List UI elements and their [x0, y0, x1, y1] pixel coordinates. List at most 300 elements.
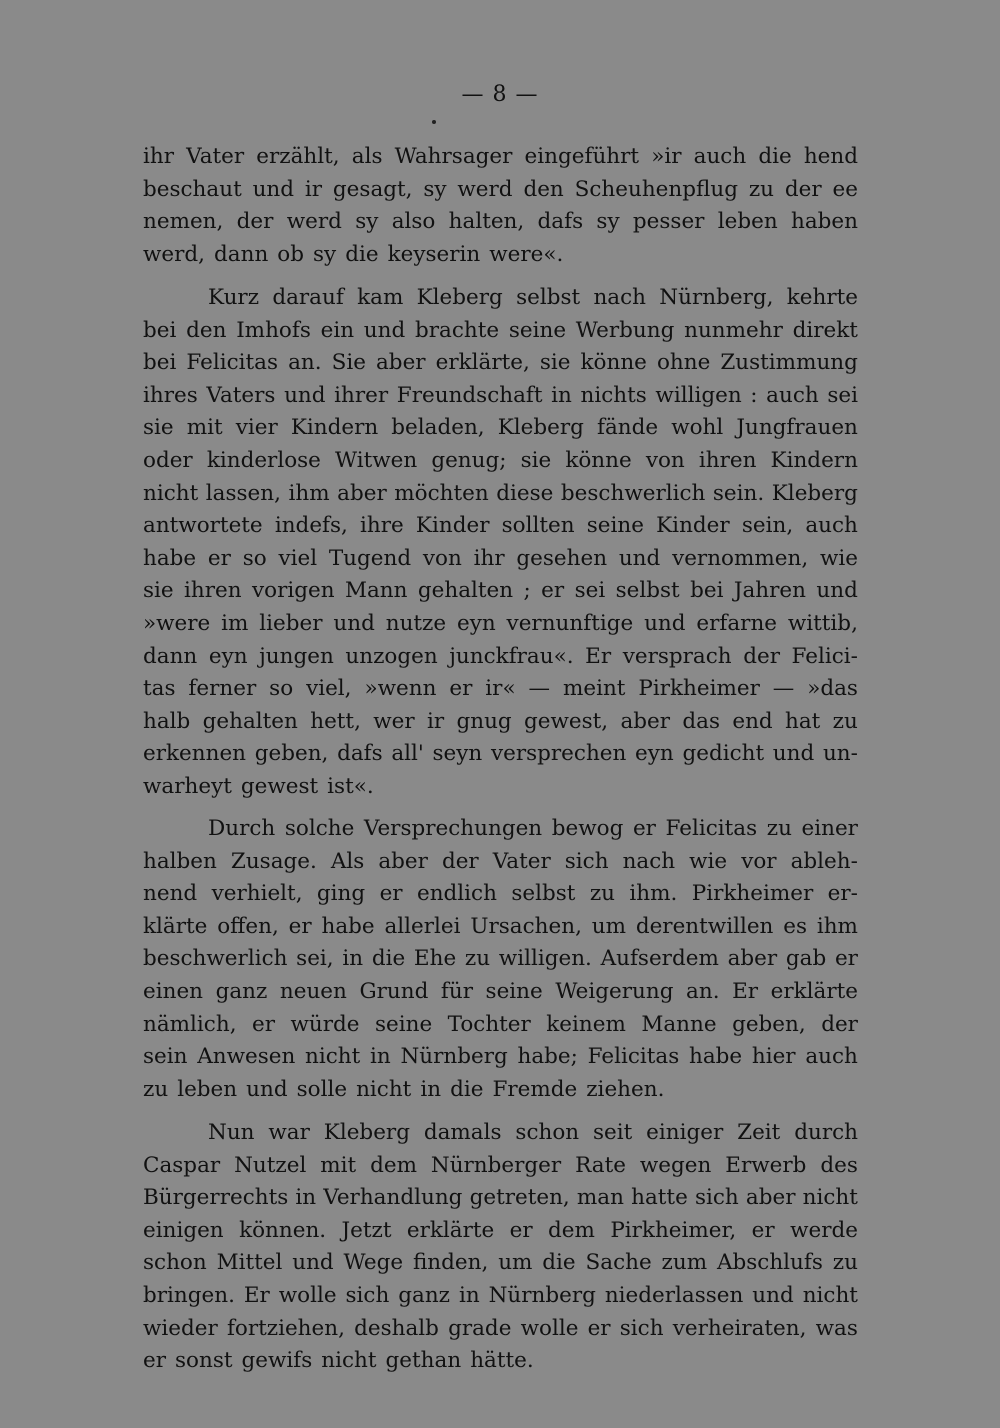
word: so [269, 676, 294, 702]
page-number: — 8 — [461, 82, 539, 107]
word: haben [791, 209, 858, 235]
word: Imhofs [236, 317, 311, 343]
word: nemen, [143, 209, 224, 235]
word: Er [732, 978, 759, 1004]
word: er [207, 545, 231, 571]
word: Kleberg [416, 285, 503, 310]
word: der [821, 1011, 858, 1037]
text-line [143, 575, 858, 608]
word: die [450, 1076, 484, 1102]
text-line [143, 445, 858, 478]
word: ganz [398, 1282, 451, 1308]
word: junckfrau«. [449, 643, 574, 669]
word: erklärte [770, 978, 858, 1004]
word: solle [296, 1076, 348, 1102]
word: Ehe [413, 946, 457, 972]
word: von [645, 447, 685, 473]
word: Zustimmung [720, 350, 858, 376]
word: war [268, 1120, 310, 1145]
word: sich [564, 848, 609, 874]
text-line [143, 943, 858, 976]
word: selbst [516, 285, 581, 310]
word: Verhandlung [323, 1185, 463, 1211]
word: so [242, 545, 267, 571]
word: ihr [473, 545, 505, 571]
word: viel [278, 545, 318, 571]
word: wolle [520, 1315, 579, 1341]
word: dafs [337, 741, 383, 767]
word: getreten, [469, 1185, 570, 1211]
word: ihm [816, 913, 858, 939]
word: gehalten [417, 578, 514, 604]
word: ihren [184, 578, 242, 604]
word: sei, [296, 946, 334, 972]
word: halb [143, 708, 191, 734]
word: in [458, 1282, 480, 1308]
word: vernunftige [506, 610, 634, 636]
word: gethan [385, 1348, 462, 1374]
text-line [143, 1074, 858, 1107]
word: antwortete [143, 513, 263, 539]
text-line [143, 510, 858, 543]
word: bewog [551, 816, 624, 841]
word: ihm [288, 480, 330, 506]
word: aber [375, 350, 426, 376]
word: Abschlufs [716, 1250, 823, 1276]
text-line [143, 1041, 858, 1074]
word: auch [766, 382, 819, 408]
word: Kindern [290, 415, 379, 441]
word: beschaut [143, 176, 242, 202]
word: das [682, 708, 721, 734]
word: einigen [143, 1217, 224, 1243]
word: aber [745, 1185, 796, 1211]
word: zu [748, 176, 775, 202]
word: einen [143, 978, 204, 1004]
word: er [143, 1348, 167, 1374]
word: an. [686, 978, 720, 1004]
word: Vaters [206, 382, 276, 408]
word: direkt [792, 317, 858, 343]
text-line [143, 282, 858, 315]
word: Pirkheimer [691, 881, 814, 907]
word: ableh- [790, 848, 858, 874]
word: pesser [632, 209, 705, 235]
word: zu [464, 946, 491, 972]
text-line [143, 738, 858, 771]
word: und [772, 741, 815, 767]
text-line [143, 1009, 858, 1042]
word: halben [143, 848, 217, 874]
text-line [143, 641, 858, 674]
word: die [345, 241, 379, 267]
word: werd [457, 176, 513, 202]
word: sie [520, 447, 552, 473]
word: eingeführt [524, 144, 640, 169]
word: aber [727, 946, 778, 972]
word: ir [426, 708, 445, 734]
word: gesagt, [332, 176, 413, 202]
text-line [143, 347, 858, 380]
word: »das [807, 676, 858, 702]
word: ihre [360, 513, 404, 539]
word: sie [143, 415, 174, 441]
word: Erwerb [725, 1152, 807, 1178]
word: ob [277, 241, 305, 267]
text-line [143, 1182, 858, 1215]
word: Nürnberg [488, 1282, 596, 1308]
word: einer [801, 816, 858, 841]
word: zu [832, 708, 858, 734]
word: Vater [186, 144, 245, 169]
word: finden, [412, 1250, 489, 1276]
word: keyserin [387, 241, 481, 267]
word: diese [496, 480, 554, 506]
word: Aufserdem [600, 946, 719, 972]
word: nicht [802, 1185, 858, 1211]
word: einiger [646, 1120, 724, 1145]
word: um [498, 1250, 533, 1276]
word: willigen. [498, 946, 592, 972]
word: selbst [511, 881, 576, 907]
word: seine [374, 1011, 433, 1037]
word: gesehen [516, 545, 608, 571]
word: Vater [492, 848, 551, 874]
paragraph [143, 813, 858, 1106]
word: er- [827, 881, 858, 907]
word: deshalb [354, 1315, 439, 1341]
word: Manne [641, 1011, 717, 1037]
word: Kindern [770, 447, 858, 473]
word: viel, [306, 676, 352, 702]
text-line [143, 239, 858, 272]
text-line [143, 813, 858, 846]
word: die [542, 1250, 576, 1276]
word: dann [214, 241, 269, 267]
word: sich [694, 1185, 739, 1211]
word: Ursachen, [470, 913, 582, 939]
word: Jungfrauen [736, 415, 858, 441]
word: wegen [639, 1152, 712, 1178]
word: seine [485, 978, 543, 1004]
word: ; [523, 578, 531, 604]
word: willigen [655, 382, 742, 408]
word: — [772, 676, 795, 702]
word: Durch [208, 816, 276, 841]
word: Jetzt [341, 1217, 392, 1243]
word: in [551, 382, 572, 408]
word: dem [370, 1152, 417, 1178]
word: an. [288, 350, 322, 376]
word: durch [794, 1120, 858, 1145]
word: end [732, 708, 773, 734]
word: mit [186, 415, 223, 441]
word: also [391, 209, 436, 235]
word: Kleberg [323, 1120, 410, 1145]
word: von [422, 545, 462, 571]
word: selbst [615, 578, 680, 604]
word: des [820, 1152, 858, 1178]
word: geben, [254, 741, 329, 767]
word: wie [689, 848, 728, 874]
word: nunmehr [684, 317, 783, 343]
word: Kinder [656, 513, 730, 539]
word: hätte. [470, 1348, 534, 1374]
word: erklärte [406, 1217, 495, 1243]
word: Bürgerrechts [143, 1185, 289, 1211]
word: gnug [456, 708, 512, 734]
word: kinderlose [206, 447, 321, 473]
word: hier [751, 1044, 796, 1070]
word: Zeit [737, 1120, 781, 1145]
word: möchten [394, 480, 489, 506]
word: er [632, 816, 656, 841]
word: darauf [272, 285, 344, 310]
word: »were [143, 610, 211, 636]
word: man [576, 1185, 624, 1211]
word: Nürnberg, [659, 285, 774, 310]
word: Mittel [216, 1250, 283, 1276]
word: sy [596, 209, 620, 235]
word: ihrer [334, 382, 389, 408]
paragraph [143, 1117, 858, 1378]
word: schon [515, 1120, 580, 1145]
word: Zusage. [230, 848, 317, 874]
word: würde [290, 1011, 360, 1037]
word: keinem [546, 1011, 626, 1037]
text-line [143, 1313, 858, 1346]
word: beschwerlich [560, 480, 706, 506]
word: zu [589, 881, 615, 907]
word: Kleberg [771, 480, 858, 506]
word: werde [790, 1217, 858, 1243]
word: erklärte, [435, 350, 530, 376]
word: Caspar [143, 1152, 221, 1178]
word: den [523, 176, 564, 202]
word: er [587, 1315, 611, 1341]
word: es [783, 913, 807, 939]
word: Wahrsager [394, 144, 513, 169]
word: der [784, 176, 822, 202]
word: nach [593, 285, 647, 310]
word: nicht [305, 1044, 361, 1070]
word: versprach [622, 643, 732, 669]
word: geben, [732, 1011, 806, 1037]
word: er [541, 578, 565, 604]
word: nicht [321, 1348, 377, 1374]
word: er [252, 1011, 276, 1037]
text-line [143, 1150, 858, 1183]
word: Witwen [335, 447, 418, 473]
word: in [420, 1076, 442, 1102]
word: zu [143, 1076, 169, 1102]
text-line [143, 976, 858, 1009]
word: Fremde [492, 1076, 578, 1102]
word: hett, [310, 708, 361, 734]
word: bei [143, 317, 177, 343]
text-line [143, 206, 858, 239]
word: tas [143, 676, 176, 702]
text-line [143, 478, 858, 511]
word: gehalten [202, 708, 298, 734]
word: in [295, 1185, 317, 1211]
word: und [284, 382, 326, 408]
word: vier [235, 415, 278, 441]
word: habe [688, 1044, 743, 1070]
word: der [743, 643, 780, 669]
word: und [752, 1282, 794, 1308]
word: vernommen, [672, 545, 809, 571]
text-line [143, 412, 858, 445]
word: meint [562, 676, 626, 702]
word: Grund [359, 978, 429, 1004]
word: was [815, 1315, 858, 1341]
word: sy [313, 241, 337, 267]
word: habe [321, 913, 375, 939]
word: damals [423, 1120, 502, 1145]
word: zum [661, 1250, 708, 1276]
word: Pirkheimer [638, 676, 760, 702]
text-line [143, 1247, 858, 1280]
text-line [143, 673, 858, 706]
word: unzogen [345, 643, 438, 669]
word: vorigen [252, 578, 335, 604]
word: lassen, [205, 480, 281, 506]
word: auch [805, 1044, 858, 1070]
word: dann [143, 643, 198, 669]
word: derentwillen [635, 913, 774, 939]
word: er [449, 676, 473, 702]
word: Kleberg [497, 415, 584, 441]
word: er [288, 913, 312, 939]
word: nutze [385, 610, 447, 636]
word: auch [805, 513, 858, 539]
word: eyn [208, 643, 248, 669]
word: nicht [802, 1282, 858, 1308]
word: zu [832, 1250, 858, 1276]
word: ihr [143, 144, 175, 169]
word: Weigerung [555, 978, 674, 1004]
word: mit [320, 1152, 357, 1178]
word: verheiraten, [672, 1315, 807, 1341]
word: warheyt [143, 773, 232, 799]
word: gewest, [524, 708, 609, 734]
word: nämlich, [143, 1011, 237, 1037]
text-line [143, 174, 858, 207]
word: in [342, 946, 364, 972]
word: allerlei [384, 913, 461, 939]
word: dafs [537, 209, 584, 235]
word: kehrte [786, 285, 858, 310]
word: ohne [656, 350, 711, 376]
word: brachte [414, 317, 500, 343]
word: sein, [741, 513, 794, 539]
word: könne [580, 350, 647, 376]
word: werd [286, 209, 342, 235]
word: wie [819, 545, 858, 571]
word: sei [574, 578, 606, 604]
word: genug; [431, 447, 507, 473]
word: nend [143, 881, 198, 907]
word: leben [717, 209, 778, 235]
text-line [143, 771, 858, 804]
word: versprechen [490, 741, 627, 767]
word: Rate [575, 1152, 626, 1178]
word: er [751, 1217, 775, 1243]
word: auch [693, 144, 747, 169]
word: hend [803, 144, 858, 169]
word: wolle [278, 1282, 337, 1308]
word: ihm. [629, 881, 678, 907]
word: aber [378, 848, 428, 874]
word: lieber [259, 610, 323, 636]
word: verhielt, [211, 881, 303, 907]
word: aber [620, 708, 671, 734]
word: Mann [344, 578, 408, 604]
word: beschwerlich [143, 946, 288, 972]
word: aber [337, 480, 387, 506]
word: Nutzel [234, 1152, 307, 1178]
word: sy [355, 209, 379, 235]
word: seine [586, 513, 644, 539]
word: er [834, 946, 858, 972]
word: als [351, 144, 383, 169]
word: sie [539, 350, 571, 376]
word: : [750, 382, 758, 408]
word: indefs, [274, 513, 348, 539]
word: fortziehen, [226, 1315, 345, 1341]
word: ferner [188, 676, 257, 702]
word: sein. [712, 480, 765, 506]
word: Kinder [415, 513, 490, 539]
word: Er [243, 1282, 270, 1308]
word: niederlassen [604, 1282, 744, 1308]
word: seine [508, 317, 567, 343]
word: ein [320, 317, 355, 343]
word: nicht [143, 480, 199, 506]
word: solche [284, 816, 355, 841]
word: habe; [517, 1044, 578, 1070]
word: Wege [343, 1250, 404, 1276]
word: ziehen. [586, 1076, 665, 1102]
word: sich [345, 1282, 390, 1308]
word: Tugend [328, 545, 412, 571]
word: sein [143, 1044, 188, 1070]
word: der [236, 209, 274, 235]
word: Als [330, 848, 365, 874]
word: neuen [279, 978, 347, 1004]
word: Werbung [575, 317, 675, 343]
word: Kurz [208, 285, 260, 310]
word: Sie [331, 350, 366, 376]
word: Nürnberg [400, 1044, 508, 1070]
word: nichts [580, 382, 647, 408]
word: habe [143, 545, 197, 571]
paragraph [143, 141, 858, 271]
word: wohl [671, 415, 724, 441]
text-line [143, 1345, 858, 1378]
word: fände [597, 415, 659, 441]
word: hat [785, 708, 821, 734]
word: und [333, 610, 375, 636]
word: die [371, 946, 406, 972]
word: Tochter [447, 1011, 531, 1037]
word: Freundschaft [396, 382, 543, 408]
word: klärte [143, 913, 208, 939]
word: endlich [416, 881, 497, 907]
word: halten, [448, 209, 525, 235]
word: und [252, 176, 295, 202]
